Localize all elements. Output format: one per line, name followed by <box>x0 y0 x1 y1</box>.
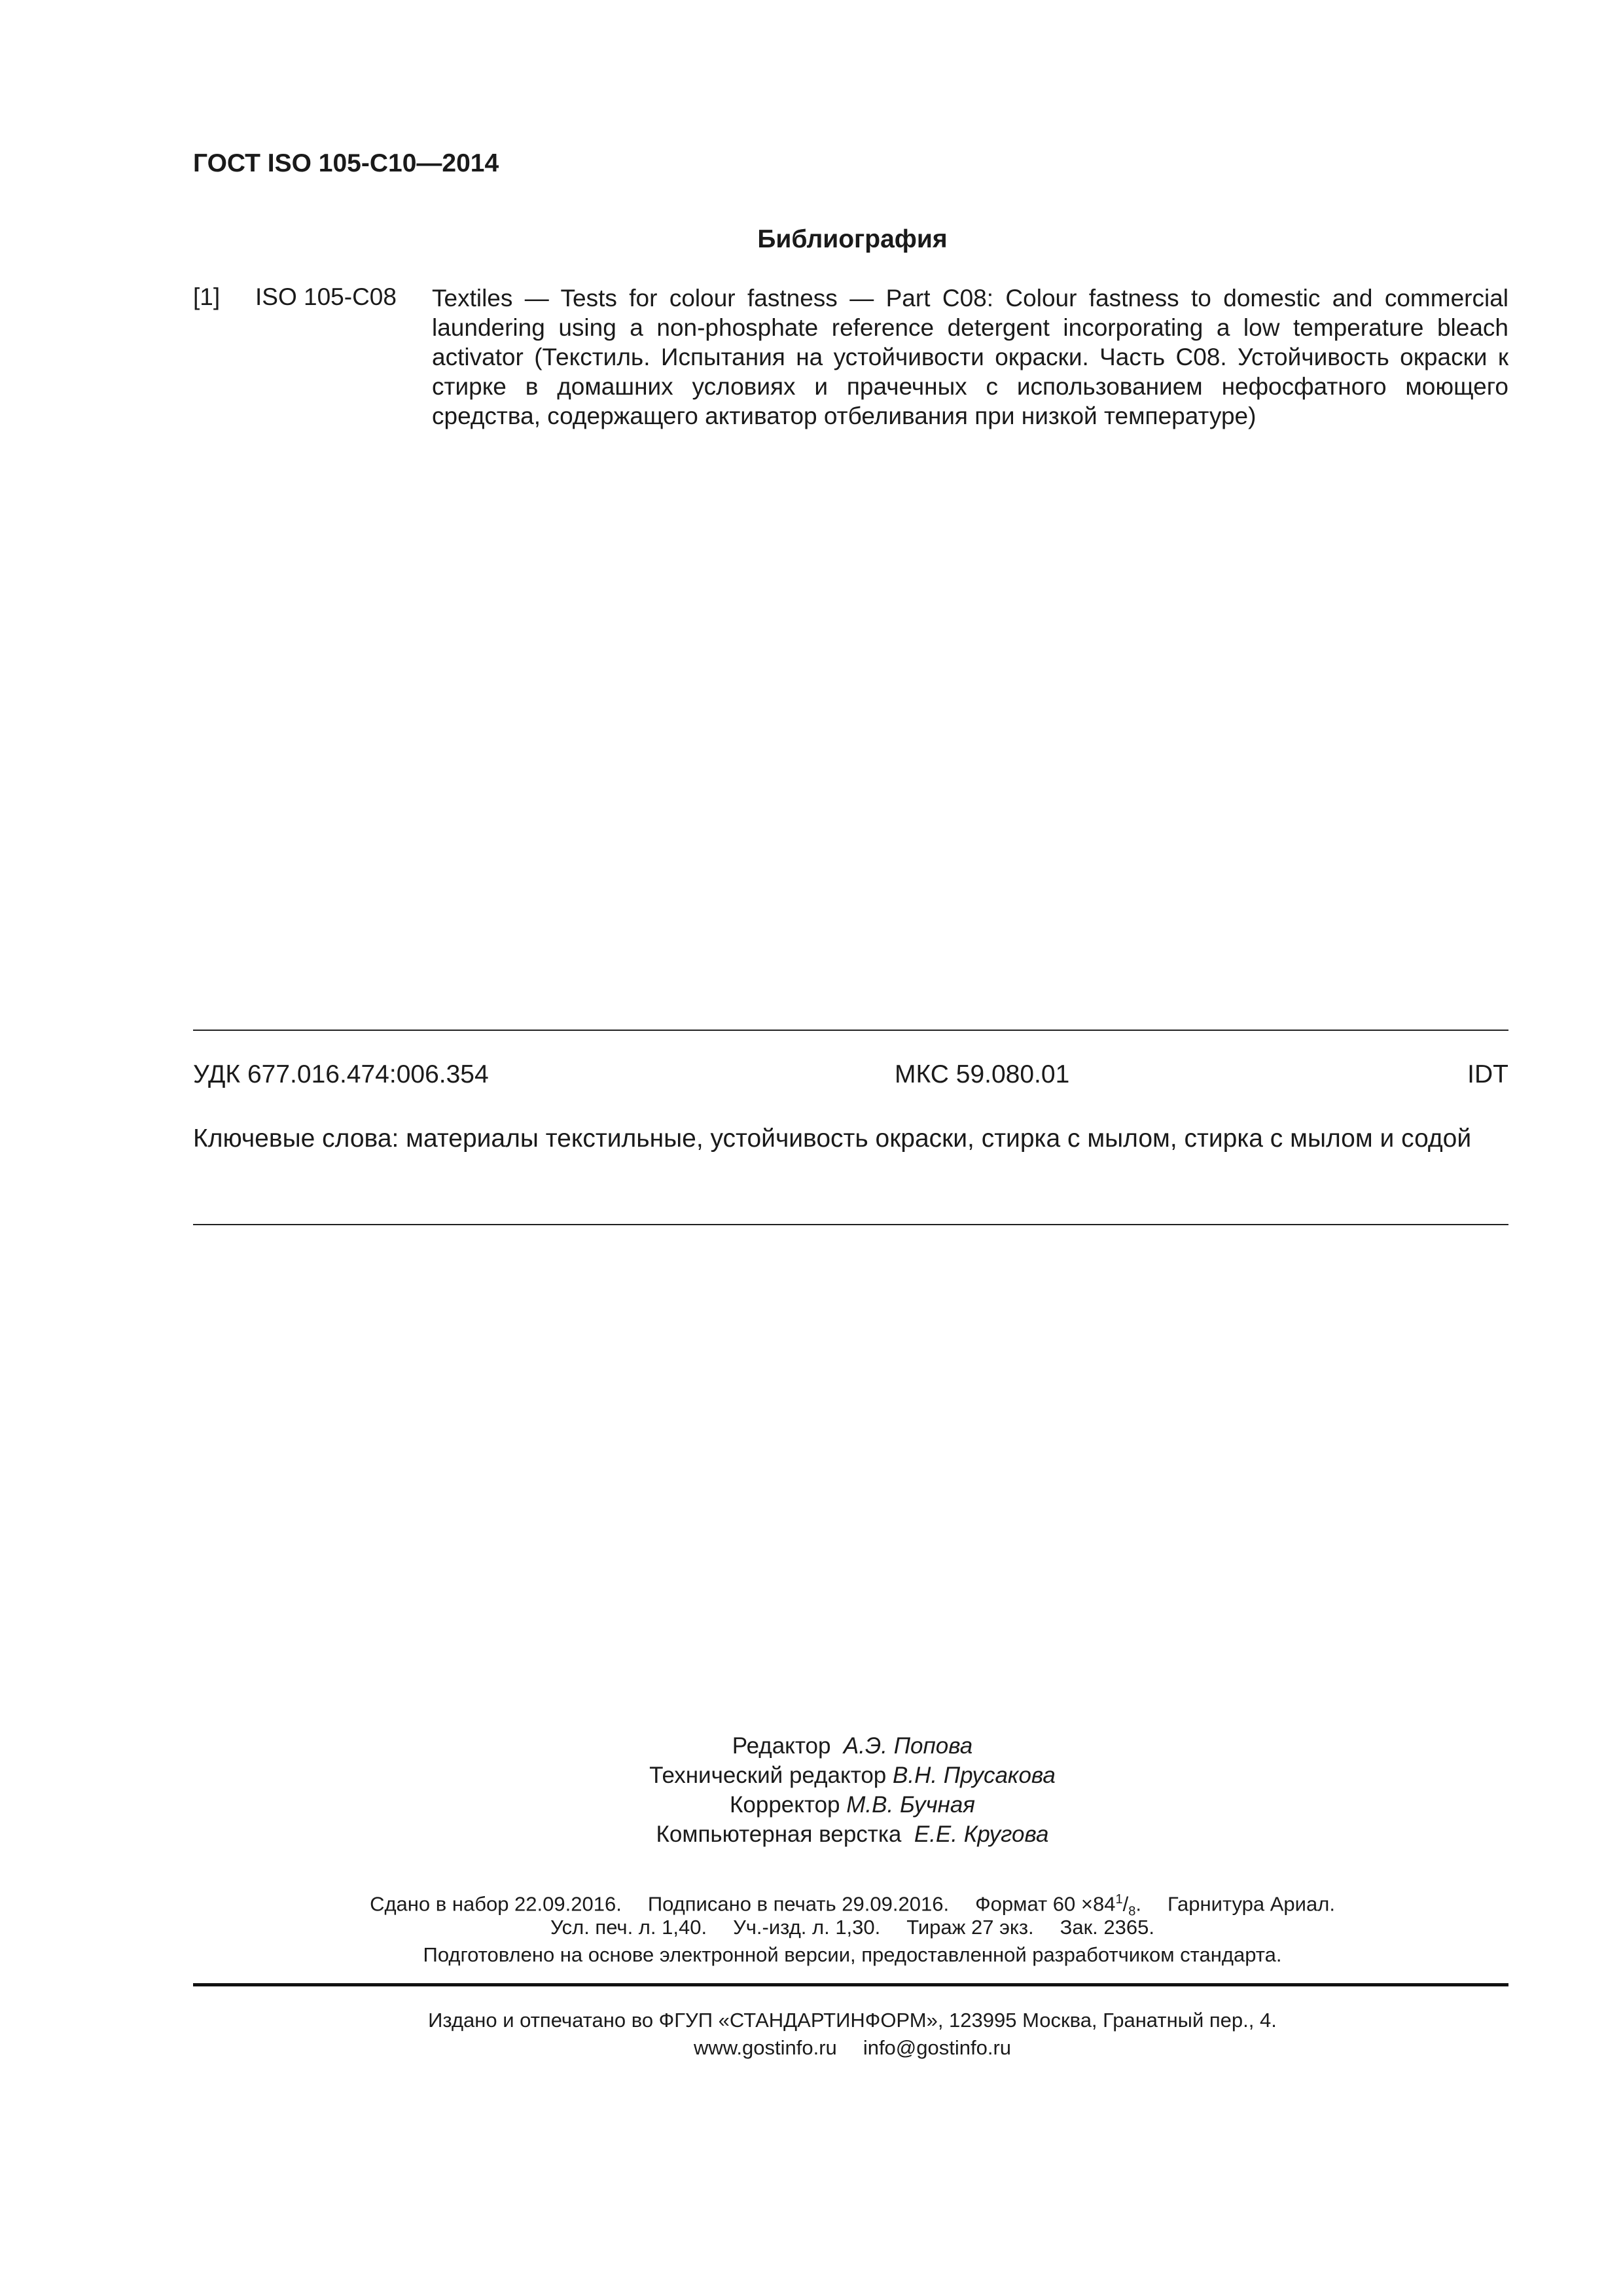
imprint-contacts <box>0 2033 1623 2062</box>
udk-code: УДК 677.016.474:006.354 <box>193 1060 489 1088</box>
credit-tech-editor-name: В.Н. Прусакова <box>893 1763 1056 1788</box>
bibliography-entry-number: [1] <box>193 283 221 310</box>
credit-tech-editor-role: Технический редактор <box>649 1763 887 1788</box>
imprint-print-sheets: Усл. печ. л. 1,40. <box>550 1916 707 1939</box>
keywords: Ключевые слова: материалы текстильные, устойчивость окраски, стирка с мылом, стирка с мылом и содой <box>193 1124 1472 1153</box>
divider-bottom <box>193 1983 1508 1986</box>
bibliography-entry-code: ISO 105-C08 <box>255 283 397 310</box>
credit-editor-role: Редактор <box>732 1733 831 1759</box>
credit-editor-name: А.Э. Попова <box>843 1733 973 1759</box>
credit-corrector-role: Корректор <box>730 1792 840 1818</box>
credit-layout-role: Компьютерная верстка <box>656 1821 902 1847</box>
idt-marker: IDT <box>1467 1060 1508 1088</box>
imprint-order: Зак. 2365. <box>1060 1916 1154 1939</box>
credit-editor <box>0 1731 1623 1761</box>
imprint-format-denominator: 8 <box>1128 1904 1136 1919</box>
imprint-signed: Подписано в печать 29.09.2016. <box>647 1892 950 1916</box>
imprint-typeset: Сдано в набор 22.09.2016. <box>370 1892 622 1916</box>
imprint-prepared: Подготовлено на основе электронной версии, предоставленной разработчиком стандарта. <box>423 1943 1282 1966</box>
mks-code: МКС 59.080.01 <box>895 1060 1070 1088</box>
credit-corrector-name: М.В. Бучная <box>846 1792 975 1818</box>
divider-middle <box>193 1224 1508 1225</box>
imprint-line-2 <box>0 1912 1623 1942</box>
email-link[interactable]: info@gostinfo.ru <box>863 2036 1012 2059</box>
credit-layout-name: Е.Е. Кругова <box>914 1821 1049 1847</box>
imprint-line-1: Сдано в набор 22.09.2016. Подписано в печать 29.09.2016. Формат $60 \times 84^1/_8$. Гарнитура Ариал. <box>370 1892 1335 1919</box>
credit-tech-editor <box>0 1761 1623 1790</box>
bibliography-title: Библиография <box>757 225 948 253</box>
imprint-copies: Тираж 27 экз. <box>906 1916 1034 1939</box>
divider-top <box>193 1030 1508 1031</box>
bibliography-entry-text: Textiles — Tests for colour fastness — Part C08: Colour fastness to domestic and commercial laundering using a non-phosphate reference detergent incorporating a low temperature bleach activator (Текстиль. Испытания на устойчивости окраски. Часть C08. Устойчивость окраски к стирке в домашних условиях и прачечных с использованием нефосфатного моющего средства, содержащего активатор отбеливания при низкой температуре) <box>432 285 1508 429</box>
website-link[interactable]: www.gostinfo.ru <box>693 2036 837 2059</box>
document-id: ГОСТ ISO 105-C10—2014 <box>193 149 499 177</box>
imprint-format-numerator: 1 <box>1115 1892 1123 1907</box>
imprint-font: Гарнитура Ариал. <box>1168 1892 1335 1916</box>
credit-layout <box>0 1820 1623 1849</box>
classification-row <box>193 1060 1508 1089</box>
imprint-publisher: Издано и отпечатано во ФГУП «СТАНДАРТИНФОРМ», 123995 Москва, Гранатный пер., 4. <box>428 2009 1277 2032</box>
imprint-format: Формат 60 ×84 <box>975 1892 1116 1916</box>
imprint-pub-sheets: Уч.-изд. л. 1,30. <box>733 1916 881 1939</box>
credit-corrector <box>0 1790 1623 1820</box>
